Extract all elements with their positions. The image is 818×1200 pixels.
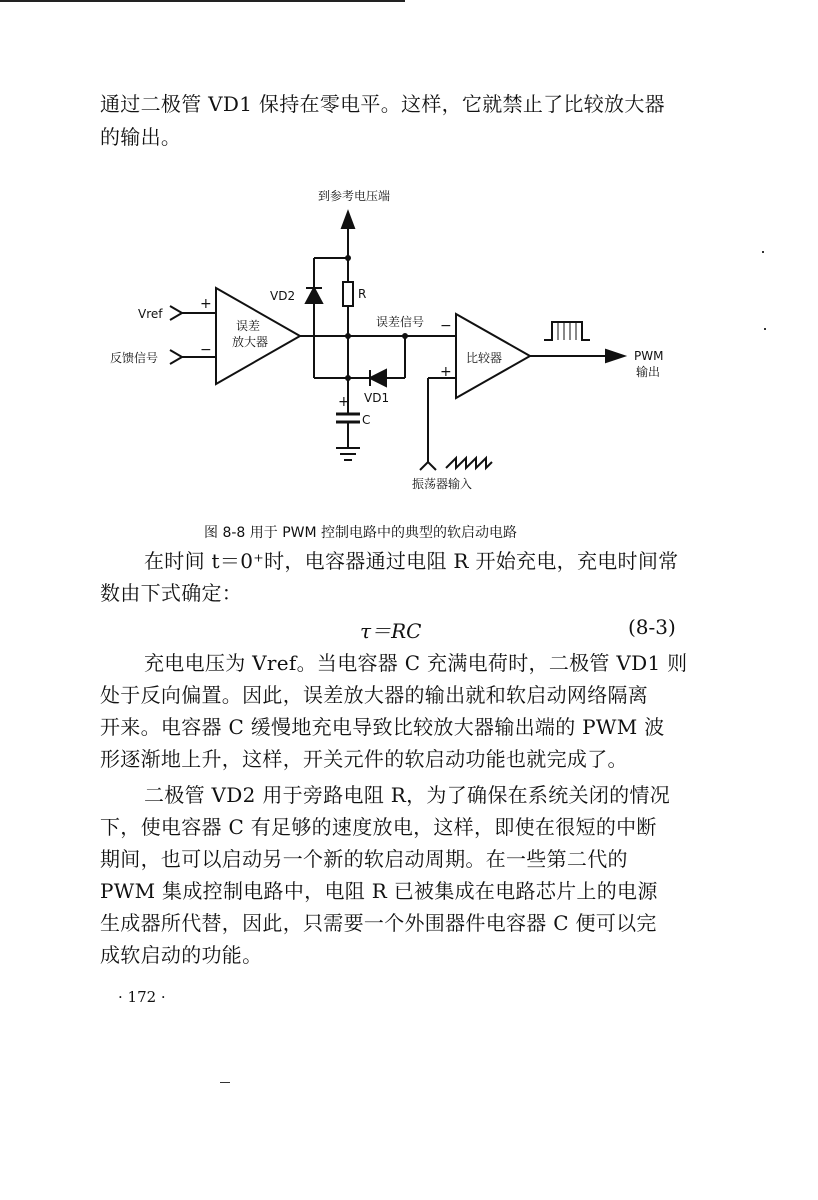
label-r: R bbox=[358, 287, 367, 301]
text-line: PWM 集成控制电路中，电阻 R 已被集成在电路芯片上的电源 bbox=[100, 879, 658, 903]
text-line: 形逐渐地上升，这样，开关元件的软启动功能也就完成了。 bbox=[100, 747, 628, 771]
text-line: 成软启动的功能。 bbox=[100, 943, 263, 967]
label-pwm-2: 输出 bbox=[636, 365, 661, 379]
text-line: 通过二极管 VD1 保持在零电平。这样，它就禁止了比较放大器 bbox=[100, 92, 665, 116]
label-ref-terminal: 到参考电压端 bbox=[318, 189, 391, 203]
scan-speck bbox=[220, 1082, 230, 1083]
label-error-signal: 误差信号 bbox=[376, 315, 425, 329]
label-pwm-1: PWM bbox=[634, 349, 664, 363]
text-line: 二极管 VD2 用于旁路电阻 R，为了确保在系统关闭的情况 bbox=[144, 783, 671, 807]
scan-speck bbox=[764, 328, 766, 330]
label-minus-error-amp: − bbox=[200, 342, 212, 358]
label-error-amp-2: 放大器 bbox=[232, 335, 269, 349]
vd1-diode-symbol bbox=[370, 370, 386, 386]
label-error-amp-1: 误差 bbox=[236, 319, 261, 333]
equation-formula: τ＝RC bbox=[360, 619, 422, 643]
text-line: 处于反向偏置。因此，误差放大器的输出就和软启动网络隔离 bbox=[100, 683, 649, 707]
label-feedback: 反馈信号 bbox=[110, 351, 159, 365]
equation-number: (8-3) bbox=[628, 615, 676, 639]
label-c: C bbox=[362, 413, 371, 427]
label-oscillator: 振荡器输入 bbox=[412, 477, 473, 491]
label-plus-capacitor: + bbox=[338, 394, 350, 410]
label-vd1: VD1 bbox=[364, 391, 390, 405]
text-line: 开来。电容器 C 缓慢地充电导致比较放大器输出端的 PWM 波 bbox=[100, 715, 665, 739]
text-line: 充电电压为 Vref。当电容器 C 充满电荷时，二极管 VD1 则 bbox=[144, 651, 688, 675]
label-plus-error-amp: + bbox=[200, 296, 212, 312]
label-minus-comparator: − bbox=[440, 318, 452, 334]
label-comparator: 比较器 bbox=[466, 351, 503, 365]
resistor-r-symbol bbox=[343, 282, 353, 306]
text-line: 期间，也可以启动另一个新的软启动周期。在一些第二代的 bbox=[100, 847, 628, 871]
header-rule bbox=[0, 0, 405, 2]
figure-caption: 图 8-8 用于 PWM 控制电路中的典型的软启动电路 bbox=[204, 525, 518, 541]
page-number: · 172 · bbox=[118, 988, 166, 1006]
soft-start-circuit-diagram bbox=[0, 170, 818, 510]
text-line: 下，使电容器 C 有足够的速度放电，这样，即使在很短的中断 bbox=[100, 815, 657, 839]
scan-speck bbox=[762, 251, 764, 253]
label-plus-comparator: + bbox=[440, 364, 452, 380]
text-line: 数由下式确定： bbox=[100, 581, 243, 605]
label-vd2: VD2 bbox=[270, 289, 296, 303]
vd2-diode-symbol bbox=[306, 288, 322, 303]
text-line: 生成器所代替，因此，只需要一个外围器件电容器 C 便可以完 bbox=[100, 911, 657, 935]
text-line: 在时间 t＝0⁺时，电容器通过电阻 R 开始充电，充电时间常 bbox=[144, 549, 679, 573]
label-vref: Vref bbox=[138, 307, 163, 321]
pwm-pulse-waveform bbox=[544, 322, 590, 340]
text-line: 的输出。 bbox=[100, 125, 182, 149]
sawtooth-waveform bbox=[446, 458, 492, 468]
